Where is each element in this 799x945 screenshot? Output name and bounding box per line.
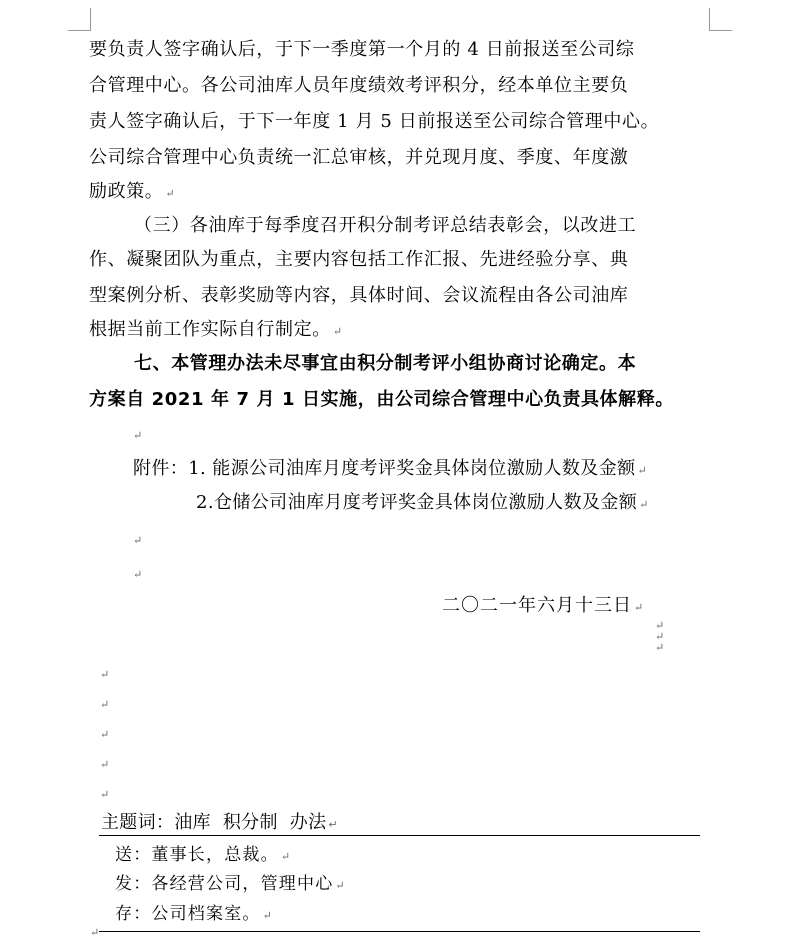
paragraph-mark: ↵ [332,325,343,338]
margin-corner-mark [68,8,91,31]
body-line: 要负责人签字确认后，于下一季度第一个月的 4 日前报送至公司综 [89,39,635,60]
paragraph-mark: ↵ [133,568,143,581]
bold-line: 方案自 2021 年 7 月 1 日实施，由公司综合管理中心负责具体解释。 [89,389,674,410]
paragraph-mark: ↵ [90,926,100,939]
document-date: 二〇二一年六月十三日 ↵ [442,595,645,616]
attachment-item: 2.仓储公司油库月度考评奖金具体岗位激励人数及金额 [196,492,638,513]
keywords-rule [99,835,700,836]
cc-send: 送：董事长，总裁。 ↵ [115,845,292,865]
cc-store: 存：公司档案室。 ↵ [115,904,274,924]
paragraph-mark: ↵ [100,788,110,801]
margin-corner-mark [709,8,732,31]
subject-keywords: 主题词：油库 积分制 办法 ↵ [101,812,338,833]
attachment-item: 1. 能源公司油库月度考评奖金具体岗位激励人数及金额 [188,458,636,479]
body-line: 根据当前工作实际自行制定。 ↵ [89,319,343,340]
cc-issue: 发：各经营公司，管理中心 ↵ [115,874,346,894]
paragraph-mark: ↵ [655,641,665,654]
bold-line: 七、本管理办法未尽事宜由积分制考评小组协商讨论确定。本 [134,353,637,374]
body-line: 合管理中心。各公司油库人员年度绩效考评积分，经本单位主要负 [89,75,629,96]
paragraph-mark: ↵ [634,601,645,614]
paragraph-mark: ↵ [100,668,110,681]
paragraph-mark: ↵ [280,850,292,863]
attachment-label: 附件： [133,458,189,479]
body-line: 公司综合管理中心负责统一汇总审核，并兑现月度、季度、年度激 [89,147,629,168]
attachment-line-1 [133,457,647,483]
paragraph-mark: ↵ [100,698,110,711]
body-line: 励政策。 ↵ [89,181,176,202]
paragraph-mark: ↵ [133,534,143,547]
paragraph-mark: ↵ [165,187,176,200]
paragraph-mark: ↵ [655,630,665,643]
paragraph-mark: ↵ [100,728,110,741]
paragraph-mark: ↵ [262,909,274,922]
bottom-rule [99,931,700,932]
attachment-line-2 [196,491,649,517]
paragraph-mark: ↵ [100,758,110,771]
paragraph-mark: ↵ [637,464,648,477]
body-line: 责人签字确认后，于下一年度 1 月 5 日前报送至公司综合管理中心。 [89,111,660,132]
paragraph-mark: ↵ [335,879,346,892]
body-line: 作、凝聚团队为重点，主要内容包括工作汇报、先进经验分享、典 [89,249,629,270]
body-line: （三）各油库于每季度召开积分制考评总结表彰会，以改进工 [134,215,637,236]
paragraph-mark: ↵ [328,818,338,831]
body-line: 型案例分析、表彰奖励等内容，具体时间、会议流程由各公司油库 [89,285,629,306]
paragraph-mark: ↵ [655,619,665,632]
paragraph-mark: ↵ [133,429,143,442]
paragraph-mark: ↵ [639,498,649,511]
